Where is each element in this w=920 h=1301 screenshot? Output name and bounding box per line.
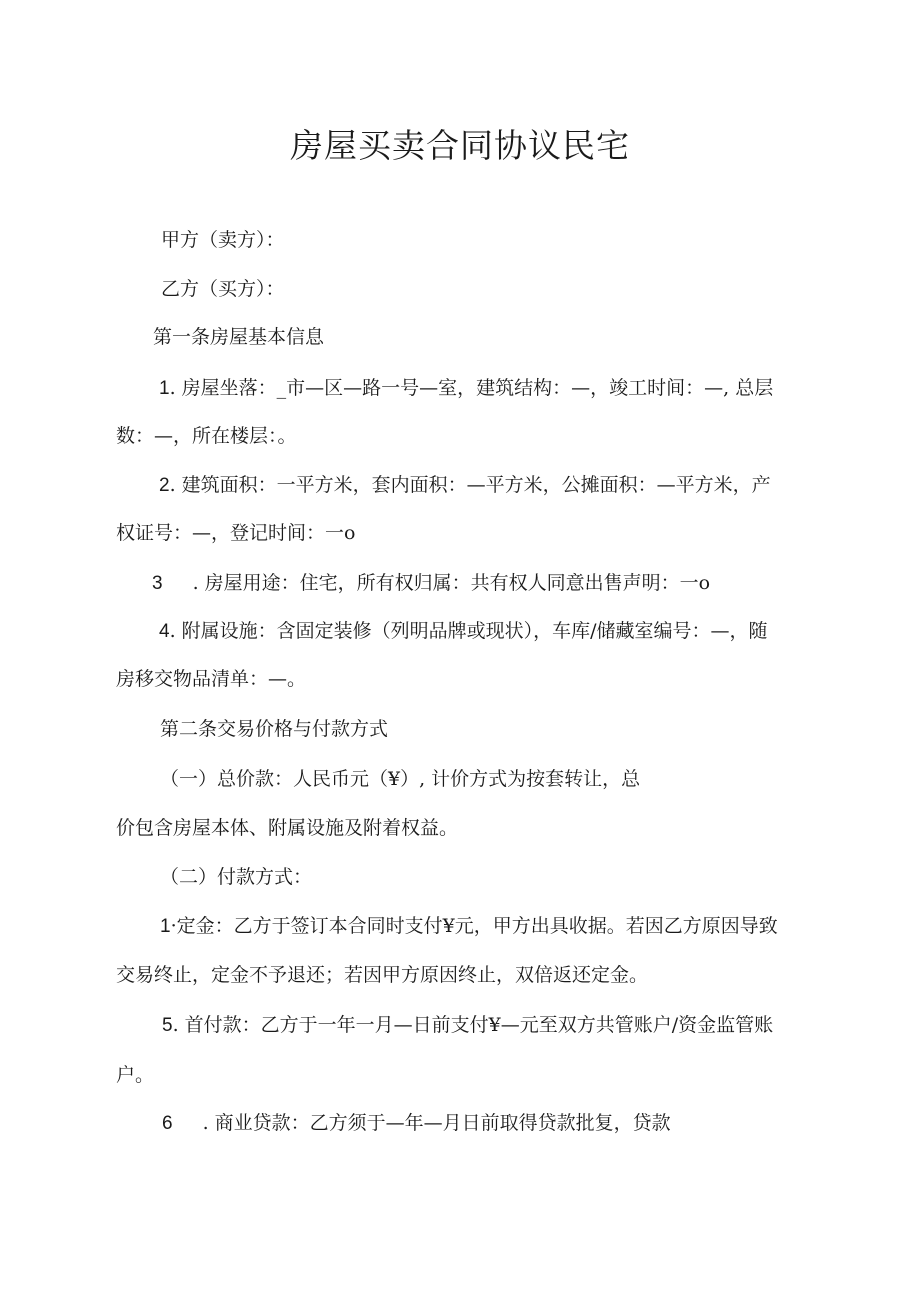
article-1-item-1-line-2: 数：—，所在楼层：。 — [116, 425, 297, 447]
article-2-sub-1-line-2: 价包含房屋本体、附属设施及附着权益。 — [116, 817, 459, 839]
article-1-item-2-line-1 — [159, 472, 771, 499]
party-a-label: 甲方（卖方）： — [161, 229, 285, 251]
article-1-item-1-line-1 — [159, 375, 773, 402]
item-text: . 附属设施：含固定装修（列明品牌或现状），车库/储藏室编号：—，随 — [169, 620, 768, 642]
item-number: 1 — [159, 378, 170, 399]
article-2-sub-2-heading: （二）付款方式： — [160, 866, 313, 888]
item-number: 6 — [162, 1113, 173, 1134]
payment-1-line-2: 交易终止，定金不予退还；若因甲方原因终止，双倍返还定金。 — [116, 964, 649, 986]
article-2-sub-1-line-1: （一）总价款：人民币元（¥）, 计价方式为按套转让，总 — [160, 768, 641, 790]
item-text: . 首付款：乙方于一年一月—日前支付¥—元至双方共管账户/资金监管账 — [172, 1014, 774, 1036]
payment-5-line-2: 户。 — [116, 1064, 155, 1086]
item-text: ·定金：乙方于签订本合同时支付¥元，甲方出具收据。若因乙方原因导致 — [170, 915, 778, 937]
party-b-label: 乙方（买方）： — [161, 278, 285, 300]
item-number: 5 — [162, 1015, 173, 1036]
article-1-item-3-line-1 — [152, 570, 710, 597]
document-title: 房屋买卖合同协议民宅 — [290, 126, 630, 165]
payment-6-line-1 — [162, 1110, 671, 1137]
article-1-item-4-line-2: 房移交物品清单：—。 — [116, 668, 307, 690]
article-1-item-2-line-2: 权证号：—，登记时间：一o — [116, 522, 356, 544]
item-number: 4 — [159, 621, 170, 642]
item-text: . 商业贷款：乙方须于—年—月日前取得贷款批复，贷款 — [202, 1112, 671, 1134]
item-text: . 建筑面积：一平方米，套内面积：—平方米，公摊面积：—平方米，产 — [169, 474, 771, 496]
item-text: . 房屋用途：住宅，所有权归属：共有权人同意出售声明：一o — [192, 572, 711, 594]
item-number: 2 — [159, 475, 170, 496]
article-1-item-4-line-1 — [159, 618, 768, 645]
payment-5-line-1 — [162, 1012, 773, 1039]
article-2-heading: 第二条交易价格与付款方式 — [160, 718, 389, 740]
item-text: . 房屋坐落：_市—区—路一号—室，建筑结构：—，竣工时间：—, 总层 — [169, 377, 774, 399]
item-number: 3 — [152, 573, 163, 594]
article-1-heading: 第一条房屋基本信息 — [153, 326, 325, 348]
item-number: 1 — [160, 916, 171, 937]
payment-1-line-1 — [160, 913, 778, 940]
